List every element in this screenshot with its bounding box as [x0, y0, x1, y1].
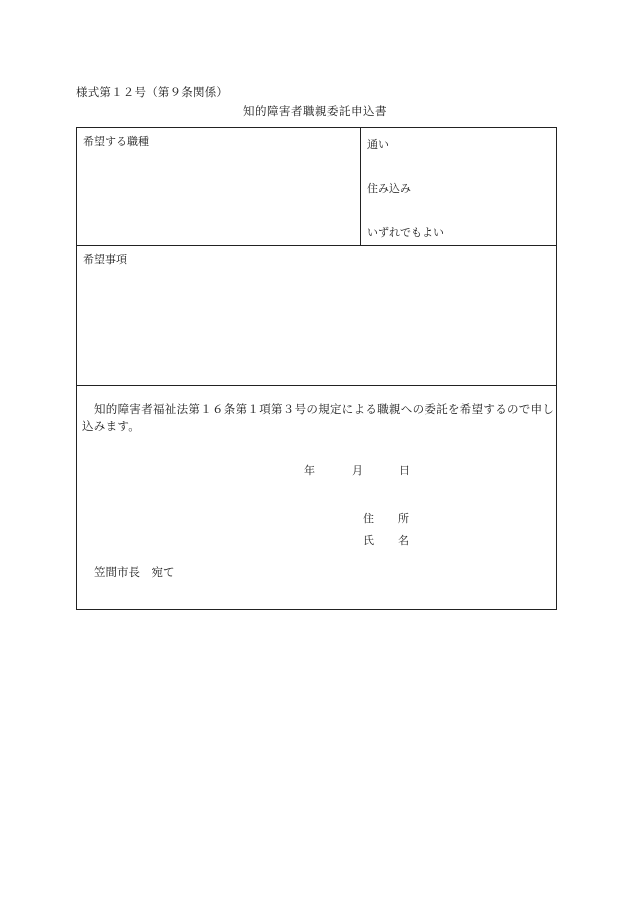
name-label-1: 氏	[363, 534, 374, 547]
date-month-label: 月	[352, 464, 363, 477]
option-live-in: 住み込み	[367, 182, 411, 195]
form-title: 知的障害者職親委託申込書	[243, 104, 387, 118]
row-divider-2	[77, 385, 556, 386]
declaration-text: 知的障害者福祉法第１６条第１項第３号の規定による職親への委託を希望するので申し込みます。	[82, 402, 555, 433]
date-day-label: 日	[399, 464, 410, 477]
application-form-table	[76, 127, 557, 610]
address-label-1: 住	[363, 512, 374, 525]
job-type-divider	[360, 128, 361, 245]
option-commute: 通い	[367, 138, 389, 151]
name-label-2: 名	[398, 534, 409, 547]
wishes-label: 希望事項	[83, 253, 127, 266]
row-divider-1	[77, 245, 556, 246]
date-year-label: 年	[304, 464, 315, 477]
option-either: いずれでもよい	[367, 226, 444, 239]
job-type-label: 希望する職種	[83, 135, 149, 148]
form-number: 様式第１２号（第９条関係）	[76, 85, 229, 99]
address-label-2: 所	[398, 512, 409, 525]
recipient-line: 笠間市長 宛て	[94, 565, 175, 579]
